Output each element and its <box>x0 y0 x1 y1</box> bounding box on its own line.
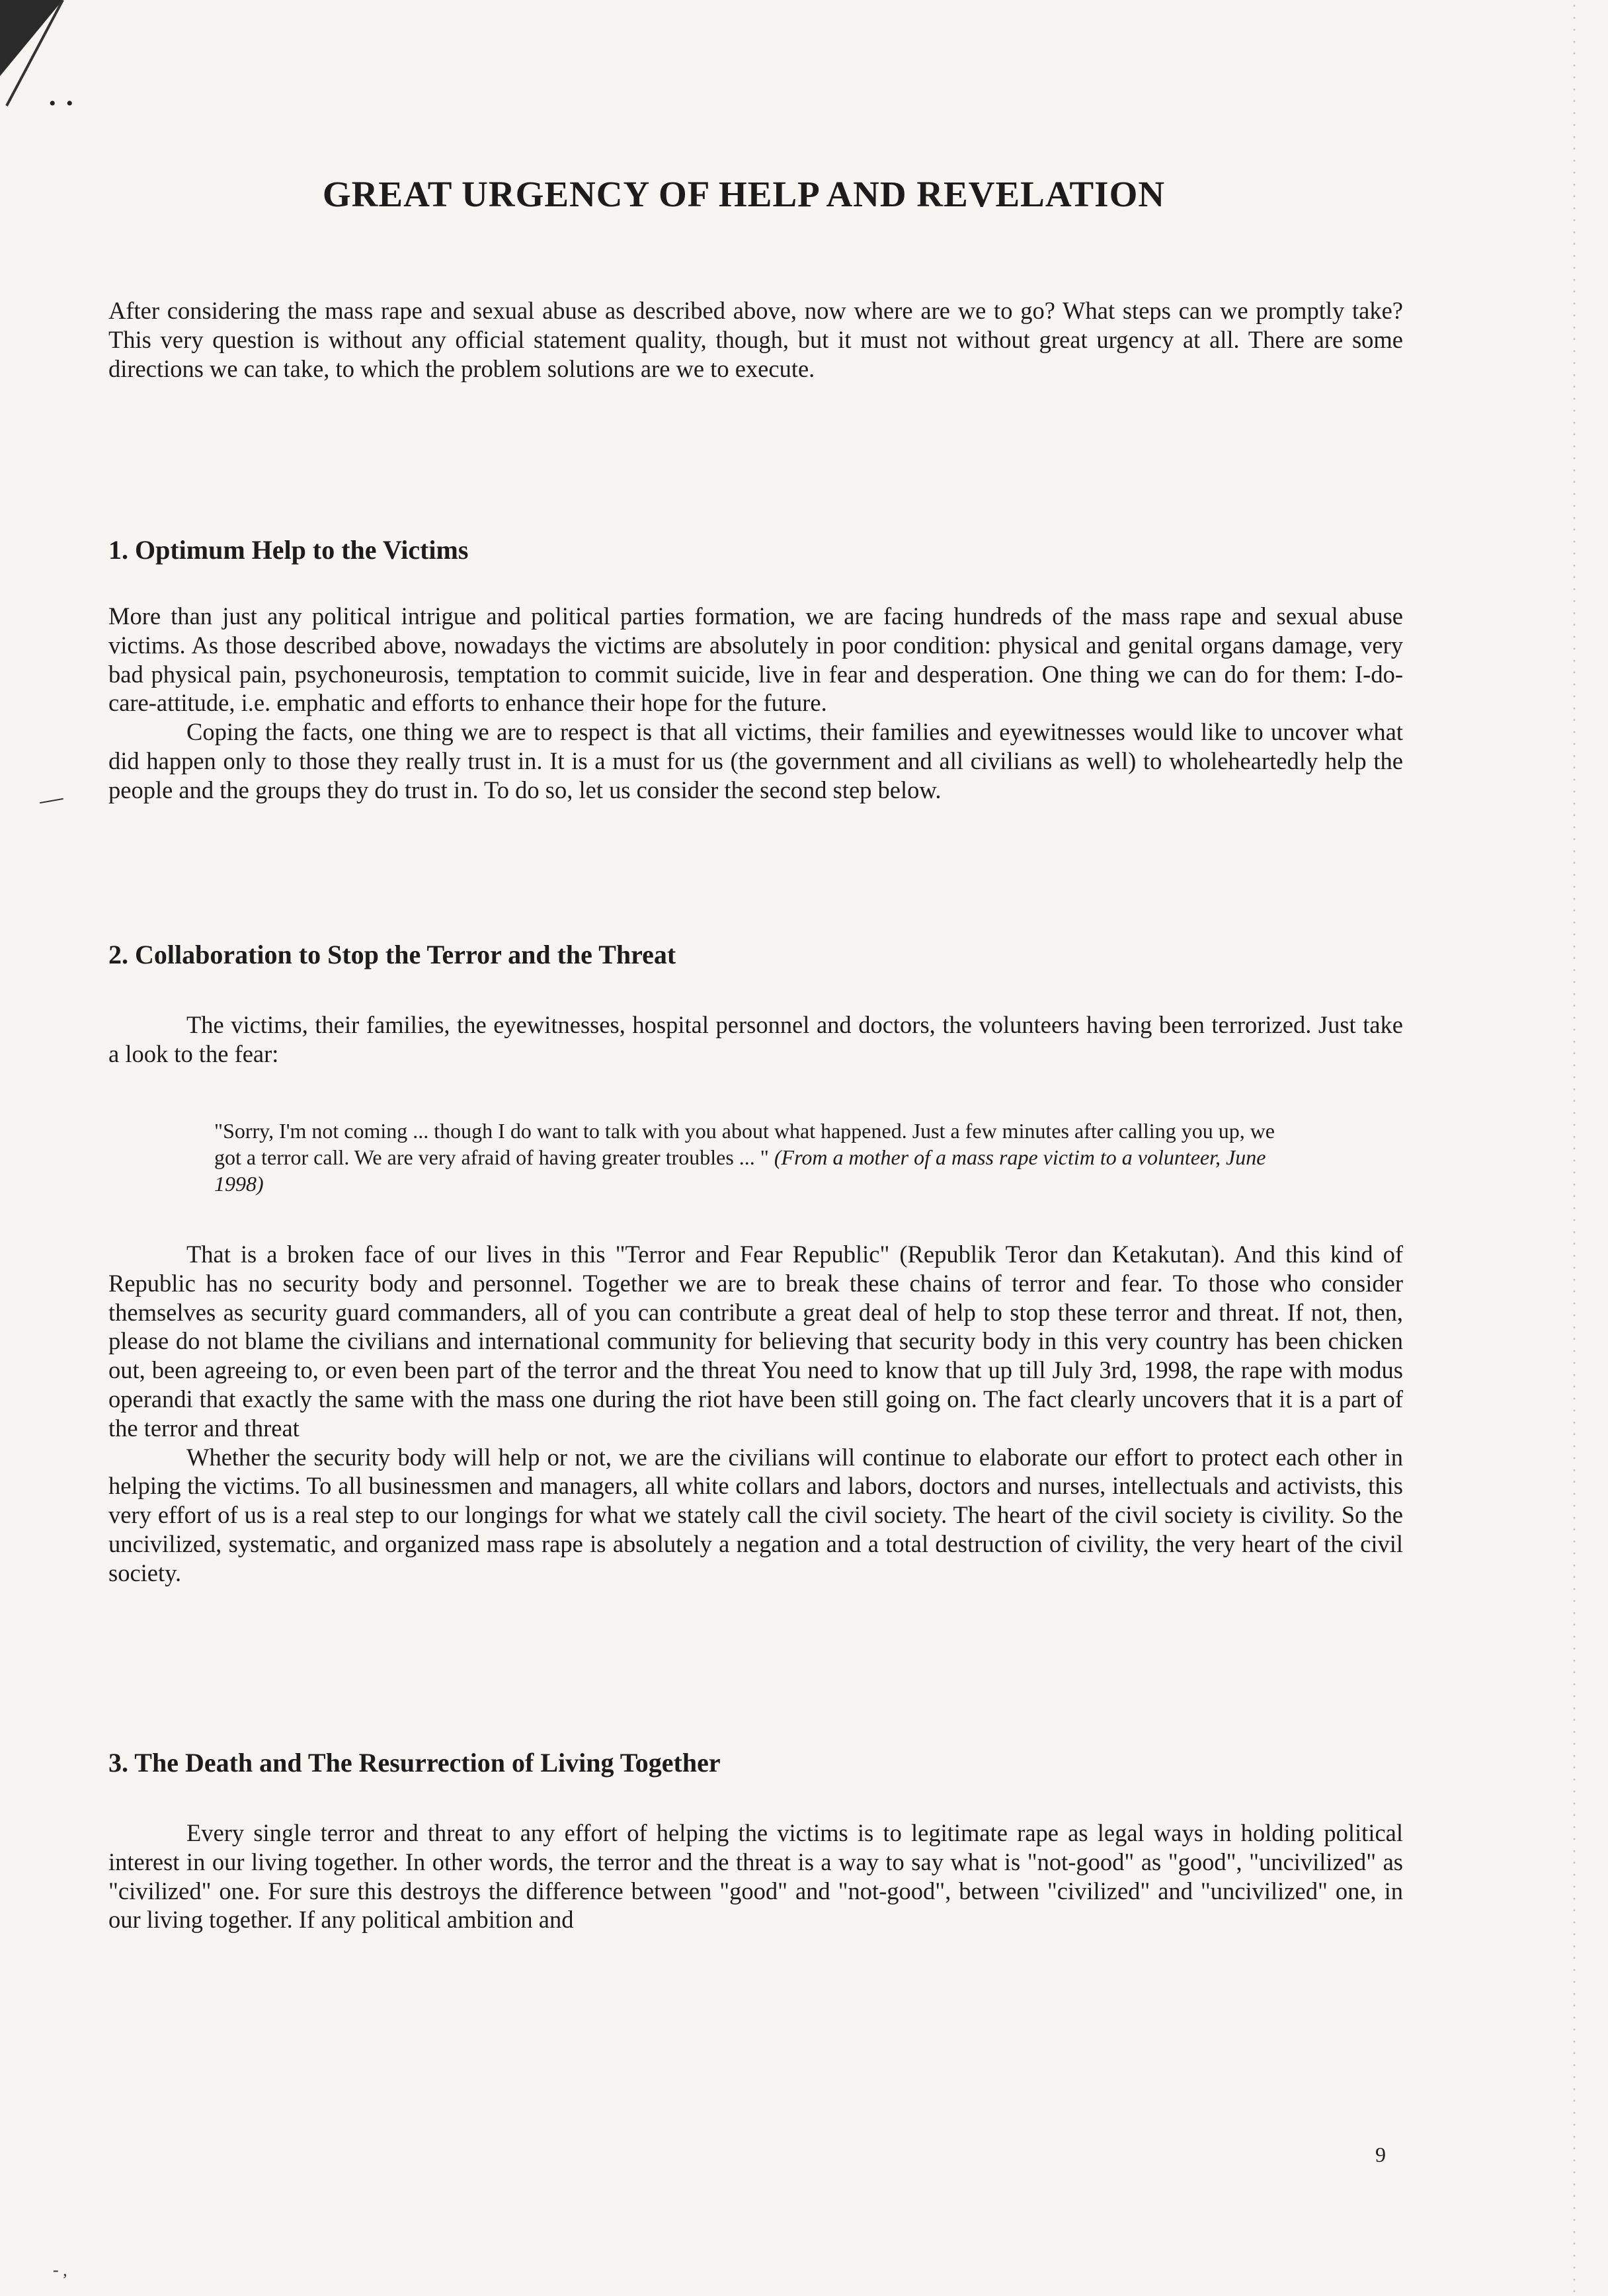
intro-section <box>108 296 1403 383</box>
section-1 <box>108 534 1403 565</box>
quote-block <box>214 1118 1285 1197</box>
section-2-heading: 2. Collaboration to Stop the Terror and the Threat <box>108 940 676 969</box>
scan-edge-dots <box>1572 0 1576 2296</box>
scan-specks: • • <box>49 93 76 114</box>
footer-scan-mark: - , <box>53 2260 67 2279</box>
section-2-paragraph-3: Whether the security body will help or not, we are the civilians will continue to elaborate our effort to protect each other in helping the victims. To all businessmen and managers, all white collars and labors, doctors and nurses, intellectuals and activists, this very effort of us is a real step to our longings for what we stately call the civil society. The heart of the civil society is civility. So the uncivilized, systematic, and organized mass rape is absolutely a negation and a total destruction of civility, the very heart of the civil society. <box>108 1443 1403 1586</box>
margin-mark <box>40 798 63 803</box>
section-3-paragraph-1: Every single terror and threat to any effort of helping the victims is to legitimate rape as legal ways in holding political interest in our living together. In other words, the terror and the threat is a way to say what is "not-good" as "good", "uncivilized" as "civilized" one. For sure this destroys the difference between "good" and "not-good", between "civilized" and "uncivilized" one, in our living together. If any political ambition and <box>108 1819 1403 1934</box>
section-1-paragraph-2: Coping the facts, one thing we are to respect is that all victims, their families and eyewitnesses would like to uncover what did happen only to those they really trust in. It is a must for us (the government and all civilians as well) to wholeheartedly help the people and the groups they do trust in. To do so, let us consider the second step below. <box>108 718 1403 803</box>
quote-attribution: (From a mother of a mass rape victim to a volunteer, June 1998) <box>214 1145 1266 1196</box>
section-2-paragraph-1: The victims, their families, the eyewitnesses, hospital personnel and doctors, the volunteers having been terrorized. Just take a look to the fear: <box>108 1011 1403 1067</box>
section-1-body <box>108 602 1403 805</box>
section-2-body-continued <box>108 1240 1403 1588</box>
page-number: 9 <box>1375 2143 1386 2166</box>
section-3-heading: 3. The Death and The Resurrection of Living Together <box>108 1748 721 1778</box>
section-2 <box>108 939 1403 970</box>
page-title: GREAT URGENCY OF HELP AND REVELATION <box>322 174 1166 214</box>
section-2-body <box>108 1010 1403 1069</box>
intro-paragraph: After considering the mass rape and sexual abuse as described above, now where are we to go? What steps can we promptly take? This very question is without any official statement quality, though, but it must not without great urgency at all. There are some directions we can take, to which the problem solutions are we to execute. <box>108 297 1403 382</box>
section-1-heading: 1. Optimum Help to the Victims <box>108 535 469 565</box>
section-2-paragraph-2: That is a broken face of our lives in this "Terror and Fear Republic" (Republik Teror dan Ketakutan). And this kind of Republic has no security body and personnel. Together we are to break these chains of terror and fear. To those who consider themselves as security guard commanders, all of you can contribute a great deal of help to stop these terror and threat. If not, then, please do not blame the civilians and international community for believing that security body in this very country has been chicken out, been agreeing to, or even been part of the terror and the threat You need to know that up till July 3rd, 1998, the rape with modus operandi that exactly the same with the mass one during the riot have been still going on. The fact clearly uncovers that it is a part of the terror and threat <box>108 1241 1403 1442</box>
quote-text <box>214 1118 1285 1197</box>
section-3 <box>108 1747 1403 1778</box>
section-3-body <box>108 1819 1403 1934</box>
quote-body: "Sorry, I'm not coming ... though I do want to talk with you about what happened. Just a few minutes after calling you up, we got a terror call. We are very afraid of having greater troubles ... " <box>214 1119 1275 1169</box>
section-1-paragraph-1: More than just any political intrigue and political parties formation, we are facing hundreds of the mass rape and sexual abuse victims. As those described above, nowadays the victims are absolutely in poor condition: physical and genital organs damage, very bad physical pain, psychoneurosis, temptation to commit suicide, live in fear and desperation. One thing we can do for them: I-do-care-attitude, i.e. emphatic and efforts to enhance their hope for the future. <box>108 602 1403 717</box>
